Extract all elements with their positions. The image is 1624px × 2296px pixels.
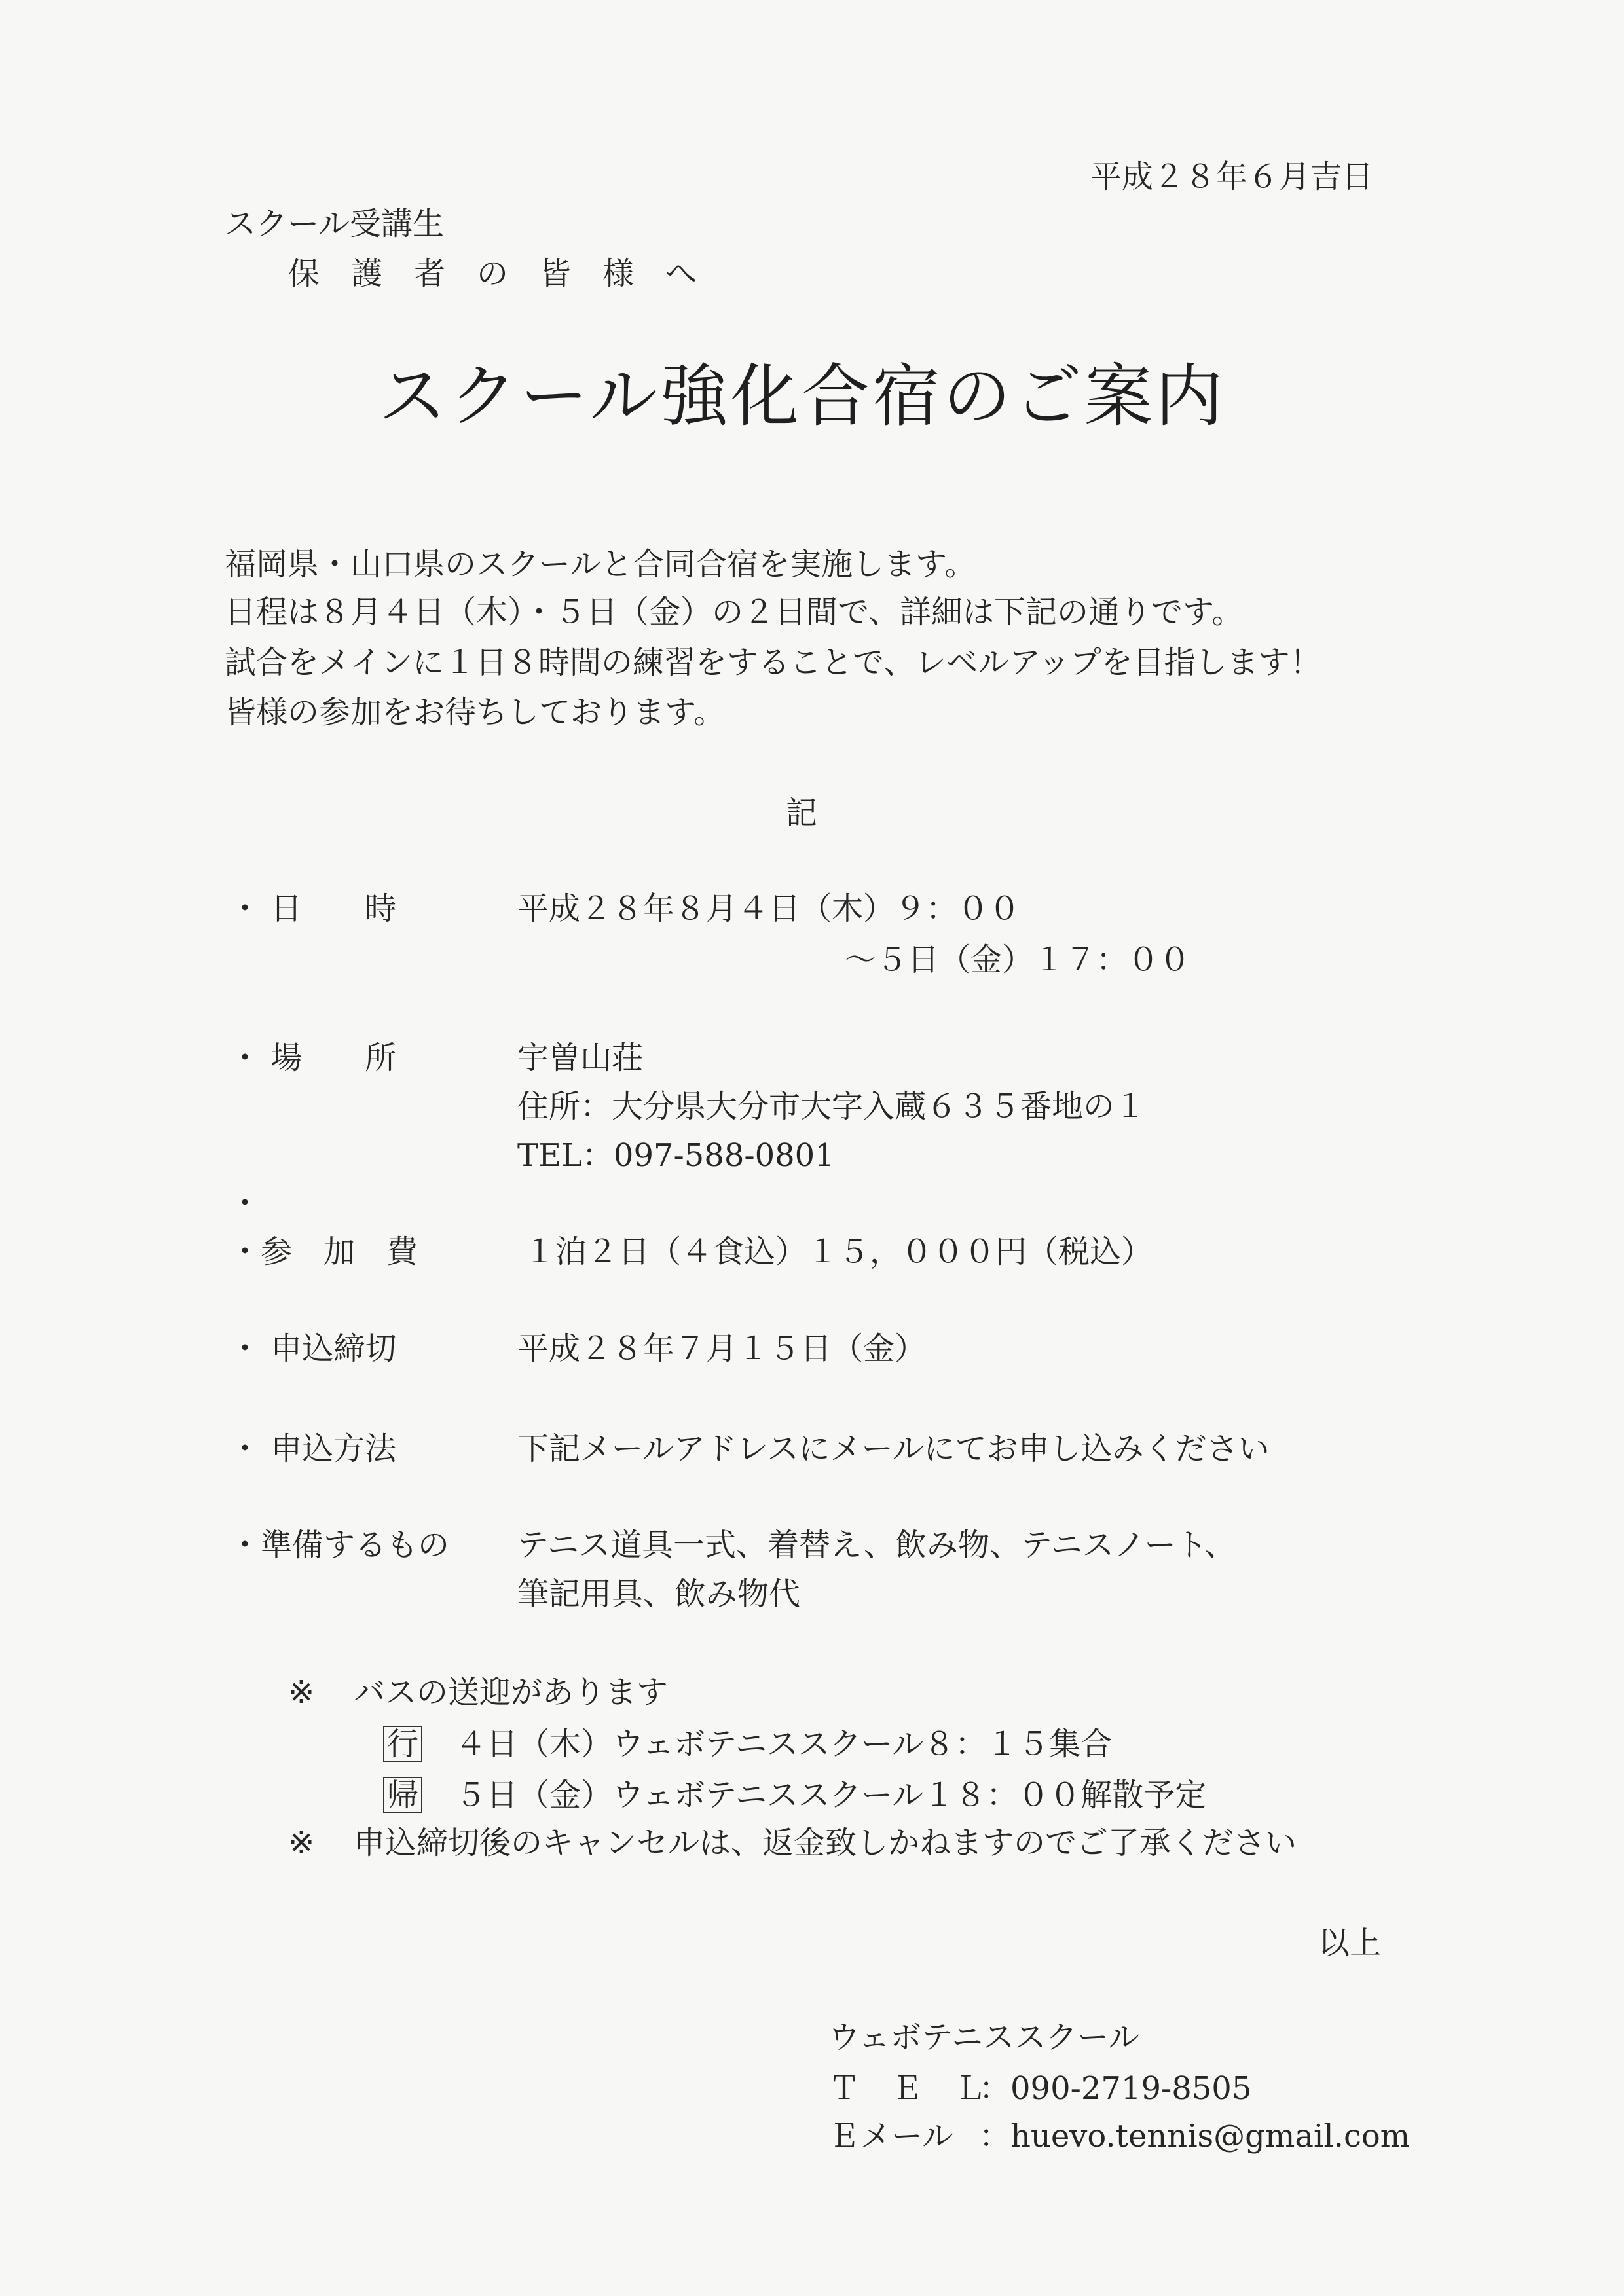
bus-return-line: ５日（金）ウェボテニススクール１８：００解散予定 xyxy=(455,1777,1207,1813)
addressee-line-2: 保 護 者 の 皆 様 へ xyxy=(288,255,697,292)
stray-bullet: ・ xyxy=(229,1185,261,1222)
addressee-line-1: スクール受講生 xyxy=(225,206,445,242)
datetime-label: ・ 日 時 xyxy=(229,890,397,927)
place-tel: TEL：097-588-0801 xyxy=(517,1137,835,1174)
place-address: 住所：大分県大分市大字入蔵６３５番地の１ xyxy=(517,1088,1147,1125)
return-box-label: 帰 xyxy=(383,1777,422,1813)
prepare-value-2: 筆記用具、飲み物代 xyxy=(517,1576,801,1613)
contact-tel: ：090-2719-8505 xyxy=(979,2070,1252,2107)
fee-label: ・参 加 費 xyxy=(229,1233,418,1270)
issue-date: 平成２８年６月吉日 xyxy=(1090,158,1374,195)
intro-line-2: 日程は８月４日（木）・５日（金）の２日間で、詳細は下記の通りです。 xyxy=(225,594,1244,630)
place-name: 宇曽山荘 xyxy=(517,1040,644,1076)
go-box xyxy=(383,1724,422,1764)
datetime-value-1: 平成２８年８月４日（木）９：００ xyxy=(517,890,1021,927)
school-name: ウェボテニススクール xyxy=(828,2019,1140,2056)
cancel-note: 申込締切後のキャンセルは、返金致しかねますのでご了承ください xyxy=(354,1825,1297,1861)
bus-note: バスの送迎があります xyxy=(354,1674,669,1711)
document-title: スクール強化合宿のご案内 xyxy=(378,356,1226,436)
intro-line-3: 試合をメインに１日８時間の練習をすることで、レベルアップを目指します！ xyxy=(225,644,1321,681)
ki-heading: 記 xyxy=(786,795,818,831)
prepare-label: ・準備するもの xyxy=(229,1527,450,1563)
deadline-value: 平成２８年７月１５日（金） xyxy=(517,1330,927,1367)
contact-email[interactable]: ：huevo.tennis@gmail.com xyxy=(979,2118,1411,2155)
place-label: ・ 場 所 xyxy=(229,1040,397,1076)
contact-tel-label: Ｔ Ｅ Ｌ xyxy=(828,2070,986,2107)
prepare-value-1: テニス道具一式、着替え、飲み物、テニスノート、 xyxy=(517,1527,1236,1563)
contact-email-label: Ｅメール xyxy=(828,2118,954,2155)
return-box xyxy=(383,1776,422,1815)
closing-ijou: 以上 xyxy=(1318,1925,1382,1961)
bus-go-line: ４日（木）ウェボテニススクール８：１５集合 xyxy=(455,1726,1113,1762)
fee-value: １泊２日（４食込）１５，０００円（税込） xyxy=(524,1233,1153,1270)
deadline-label: ・ 申込締切 xyxy=(229,1330,397,1367)
intro-line-1: 福岡県・山口県のスクールと合同合宿を実施します。 xyxy=(225,546,976,583)
go-box-label: 行 xyxy=(383,1726,422,1762)
datetime-value-2: ～５日（金）１７：００ xyxy=(845,941,1191,978)
bus-note-mark: ※ xyxy=(288,1674,315,1711)
method-label: ・ 申込方法 xyxy=(229,1430,397,1467)
method-value: 下記メールアドレスにメールにてお申し込みください xyxy=(517,1430,1270,1467)
cancel-note-mark: ※ xyxy=(288,1825,315,1861)
intro-line-4: 皆様の参加をお待ちしております。 xyxy=(225,694,726,731)
